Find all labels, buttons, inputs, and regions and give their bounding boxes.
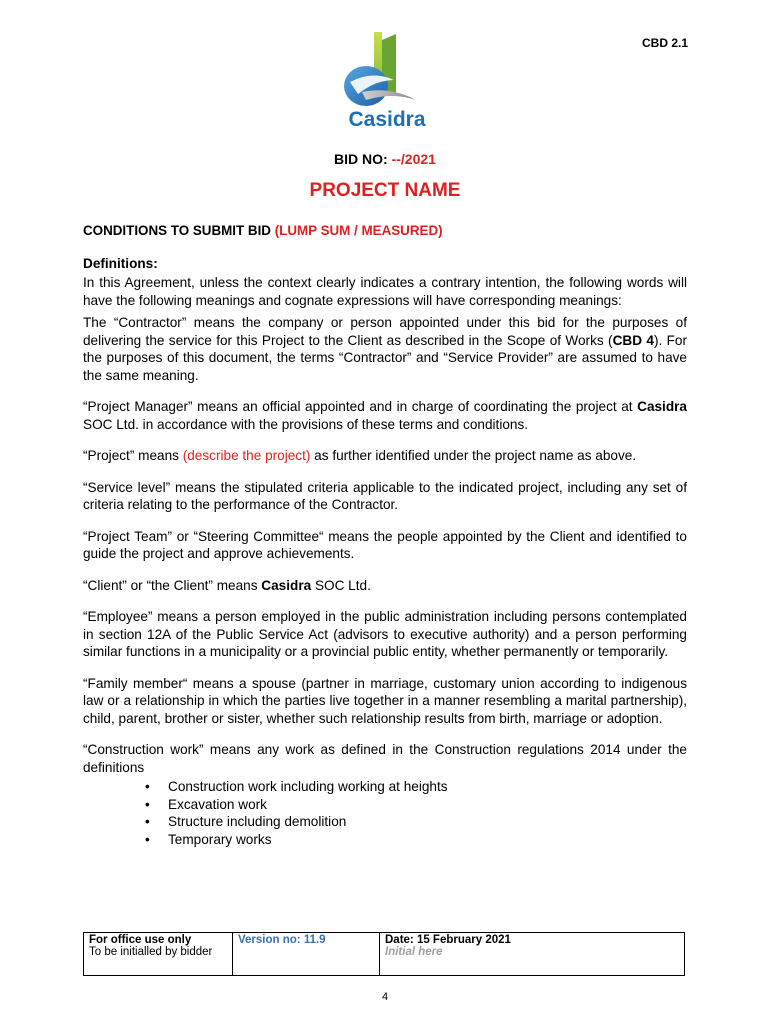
client-text-a: “Client” or “the Client” means — [83, 577, 262, 593]
page-number: 4 — [381, 991, 389, 1003]
list-item: • Temporary works — [165, 831, 687, 849]
project-text-a: “Project” means — [83, 448, 183, 463]
version-cell — [233, 933, 380, 976]
definition-project — [83, 447, 687, 465]
contractor-text-a: The “Contractor” means the company or person appointed under this bid for the purposes of delivering the service for this Project to the Client as described in the Scope of Works ( — [83, 315, 687, 348]
casidra-logo — [332, 30, 442, 135]
pm-company: Casidra — [637, 399, 687, 414]
definition-project-manager — [83, 398, 687, 433]
project-name-title: PROJECT NAME — [309, 180, 461, 201]
construction-work-list — [83, 778, 687, 848]
bid-number-line — [0, 151, 770, 167]
client-company: Casidra — [261, 577, 312, 593]
office-use-table — [83, 932, 685, 976]
definition-employee: “Employee” means a person employed in the public administration including persons contemplated in section 12A of the Public Service Act (advisors to executive authority) and a person performing similar functions in a municipality or a provincial public entity, whether permanently or temporarily. — [83, 609, 687, 659]
office-use-cell — [84, 933, 233, 976]
definition-client — [83, 577, 687, 595]
pm-text-b: SOC Ltd. in accordance with the provisions of these terms and conditions. — [83, 416, 529, 432]
definition-project-team: “Project Team” or “Steering Committee“ means the people appointed by the Client and identified to guide the project and approve achievements. — [83, 528, 687, 561]
definitions-heading: Definitions: — [83, 255, 158, 271]
project-placeholder: (describe the project) — [182, 448, 311, 463]
definition-family-member: “Family member“ means a spouse (partner in marriage, customary union according to indigenous law or a relationship in which the parties live together in a manner resembling a marital partnership), child, parent, brother or sister, whether such relationship results from birth, marriage or adoption. — [83, 675, 687, 726]
document-code: CBD 2.1 — [641, 36, 688, 50]
pm-text-a: “Project Manager” means an official appointed and in charge of coordinating the project at — [83, 399, 638, 414]
bid-number: --/2021 — [391, 151, 436, 167]
conditions-heading — [83, 222, 687, 240]
client-text-b: SOC Ltd. — [311, 577, 371, 593]
conditions-suffix: (LUMP SUM / MEASURED) — [274, 223, 443, 238]
contractor-ref: CBD 4 — [612, 332, 654, 348]
list-item: • Construction work including working at heights — [165, 778, 687, 796]
document-body — [83, 222, 687, 848]
definitions-intro: In this Agreement, unless the context clearly indicates a contrary intention, the following words will have the following meanings and cognate expressions will have corresponding meanings: — [83, 275, 687, 308]
version-label: Version no: 11.9 — [238, 934, 326, 946]
initial-here-field[interactable]: Initial here — [385, 946, 443, 958]
office-use-label: For office use only — [89, 934, 192, 946]
date-cell — [380, 933, 685, 976]
initialled-label: To be initialled by bidder — [89, 946, 213, 958]
logo-text: Casidra — [348, 108, 426, 131]
bid-label: BID NO: — [334, 151, 388, 167]
list-item: • Excavation work — [165, 796, 687, 814]
list-item: • Structure including demolition — [165, 813, 687, 831]
date-label: Date: 15 February 2021 — [385, 934, 511, 946]
definition-construction-work: “Construction work” means any work as defined in the Construction regulations 2014 under the definitions — [83, 742, 687, 775]
project-text-b: as further identified under the project name as above. — [310, 448, 637, 463]
conditions-prefix: CONDITIONS TO SUBMIT BID — [83, 223, 271, 238]
contractor-text-b: ). For the purposes of this document, the terms “Contractor” and “Service Provider” are assumed to have the same meaning. — [83, 332, 687, 383]
definition-contractor — [83, 314, 687, 384]
definition-service-level: “Service level” means the stipulated criteria applicable to the indicated project, including any set of criteria relating to the performance of the Contractor. — [83, 479, 687, 512]
